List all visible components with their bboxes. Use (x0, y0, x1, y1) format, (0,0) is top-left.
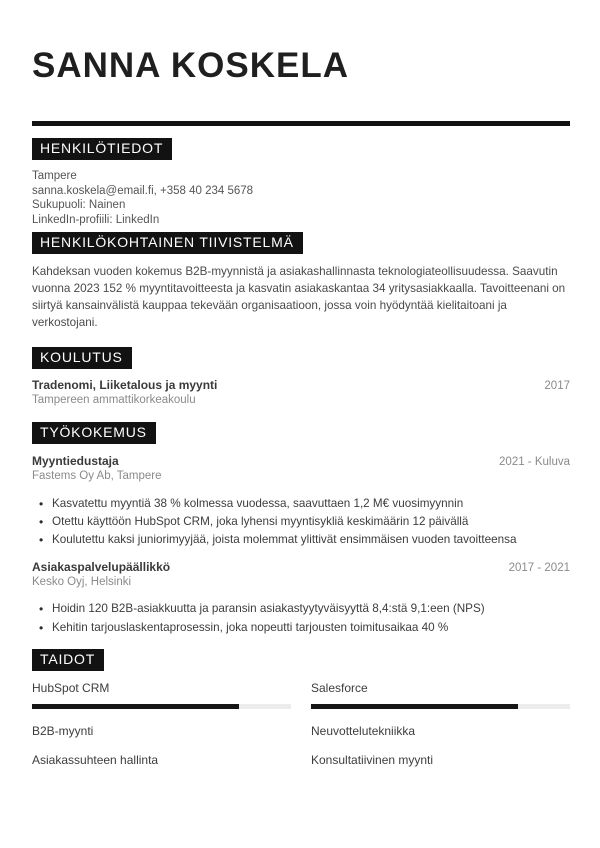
job-bullet-list (32, 495, 570, 550)
contact-location: Tampere (32, 170, 77, 182)
job-entry (32, 560, 570, 637)
education-date: 2017 (544, 379, 570, 392)
job-entry (32, 454, 570, 550)
skill-label: Salesforce (311, 681, 368, 696)
section-summary (32, 232, 570, 332)
section-experience (32, 422, 570, 637)
skill-item (32, 681, 291, 709)
job-date: 2021 - Kuluva (499, 456, 570, 469)
job-bullet: • Kehitin tarjouslaskentaprosessin, joka nopeutti tarjousten toimitusaikaa 40 % (32, 619, 570, 637)
contact-email-phone: sanna.koskela@email.fi, +358 40 234 5678 (32, 184, 254, 197)
job-title: Asiakaspalvelupäällikkö (32, 559, 171, 574)
skill-item (311, 681, 570, 709)
summary-text: Kahdeksan vuoden kokemus B2B-myynnistä ja asiakashallinnasta teknologiateollisuudessa. Saavutin vuonna 2023 152 % myyntitavoitteesta ja kasvatin asiakaskantaa 34 yritysasiakkaalla. Tavoitteenani on siirtyä kansainvälistä kauppaa tekevään organisaatioon, jossa voin hyödyntää kielitaitoani ja verkostojani. (32, 264, 566, 330)
section-heading-education: KOULUTUS (32, 347, 132, 369)
candidate-name: SANNA KOSKELA (32, 46, 349, 85)
skill-item (311, 753, 570, 767)
job-title: Myyntiedustaja (32, 454, 119, 469)
job-date: 2017 - 2021 (508, 561, 570, 574)
section-skills (32, 649, 570, 767)
skill-bar-track (311, 704, 570, 709)
skill-item (311, 724, 570, 738)
contact-linkedin: LinkedIn-profiili: LinkedIn (32, 214, 160, 227)
job-bullet: • Kasvatettu myyntiä 38 % kolmessa vuodessa, saavuttaen 1,2 M€ vuosimyynnin (32, 495, 570, 513)
skills-grid (32, 681, 570, 767)
skill-label: HubSpot CRM (32, 681, 110, 696)
skill-item (32, 724, 291, 738)
section-heading-summary: HENKILÖKOHTAINEN TIIVISTELMÄ (32, 232, 303, 254)
education-degree: Tradenomi, Liiketalous ja myynti (32, 377, 218, 392)
job-bullet-list (32, 600, 570, 637)
section-heading-experience: TYÖKOKEMUS (32, 422, 156, 444)
skill-bar-track (32, 704, 291, 709)
skill-label: Neuvottelutekniikka (311, 724, 416, 739)
skill-label: Konsultatiivinen myynti (311, 753, 434, 768)
job-company: Fastems Oy Ab, Tampere (32, 470, 162, 483)
skill-label: B2B-myynti (32, 724, 94, 739)
section-heading-personal: HENKILÖTIEDOT (32, 138, 172, 160)
job-bullet: • Koulutettu kaksi juniorimyyjää, joista molemmat ylittivät ensimmäisen vuoden tavoitteensa (32, 531, 570, 549)
contact-gender: Sukupuoli: Nainen (32, 199, 126, 212)
skill-bar-fill (32, 704, 239, 709)
skill-label: Asiakassuhteen hallinta (32, 753, 159, 768)
skill-bar-fill (311, 704, 518, 709)
job-bullet: • Otettu käyttöön HubSpot CRM, joka lyhensi myyntisykliä keskimäärin 12 päivällä (32, 513, 570, 531)
job-company: Kesko Oyj, Helsinki (32, 575, 132, 588)
section-personal (32, 138, 570, 228)
section-heading-skills: TAIDOT (32, 649, 104, 671)
section-education (32, 347, 570, 408)
skill-item (32, 753, 291, 767)
job-bullet: • Hoidin 120 B2B-asiakkuutta ja paransin asiakastyytyväisyyttä 8,4:stä 9,1:een (NPS) (32, 600, 570, 618)
education-school: Tampereen ammattikorkeakoulu (32, 393, 196, 406)
header-divider (32, 121, 570, 126)
education-entry (32, 378, 570, 408)
contact-block (32, 169, 570, 228)
